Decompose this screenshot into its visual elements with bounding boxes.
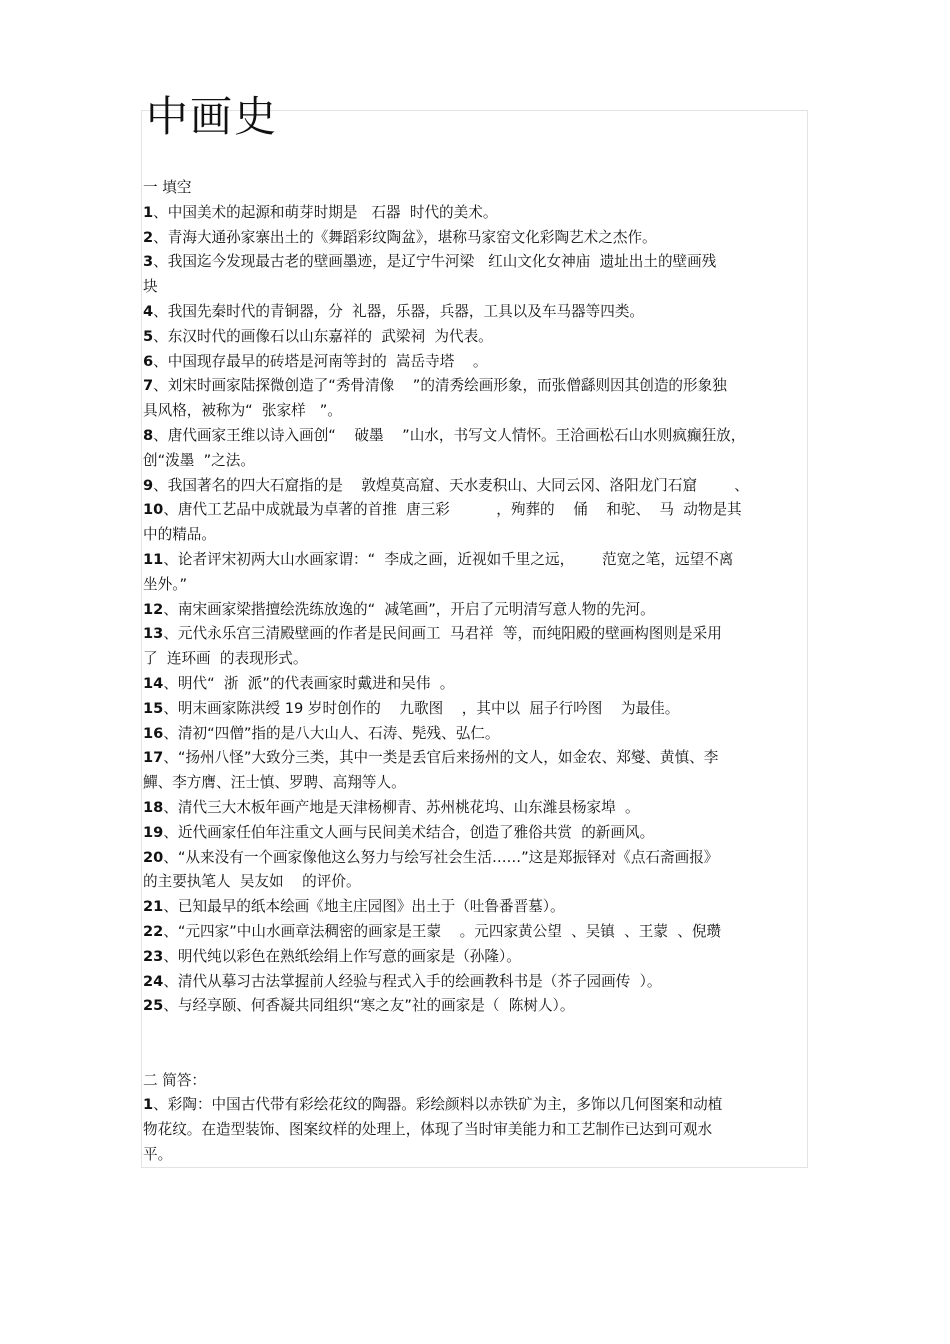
item-number: 8 [143, 426, 154, 444]
item-text: 、我国著名的四大石窟指的是 敦煌莫高窟、天水麦积山、大同云冈、洛阳龙门石窟 、 [153, 476, 749, 494]
item-text: 、我国先秦时代的青铜器，分 礼器，乐器，兵器，工具以及车马器等四类。 [153, 302, 645, 320]
item-number: 17 [143, 749, 164, 767]
fill-in-line [143, 573, 811, 598]
fill-in-line [143, 796, 811, 821]
item-number: 21 [143, 898, 164, 916]
fill-in-line [143, 598, 811, 623]
fill-in-line [143, 994, 811, 1019]
item-number: 3 [143, 253, 154, 271]
item-number: 13 [143, 625, 164, 643]
fill-in-line [143, 548, 811, 573]
fill-in-line [143, 399, 811, 424]
item-text: 、明末画家陈洪绶 19 岁时创作的 九歌图 ，其中以 屈子行吟图 为最佳。 [163, 699, 680, 717]
short-answer-line [143, 1093, 811, 1118]
item-text: 的主要执笔人 吴友如 的评价。 [143, 873, 361, 891]
short-answer-line [143, 1143, 811, 1168]
item-number: 4 [143, 302, 154, 320]
item-number: 24 [143, 972, 164, 990]
item-number: 25 [143, 997, 164, 1015]
fill-in-line [143, 697, 811, 722]
item-text: 、南宋画家梁揩擅绘洗练放逸的“ 减笔画”，开启了元明清写意人物的先河。 [163, 600, 655, 618]
fill-in-line [143, 474, 811, 499]
item-text: 、明代“ 浙 派”的代表画家时戴进和吴伟 。 [163, 674, 455, 692]
fill-in-line [143, 821, 811, 846]
fill-in-line [143, 325, 811, 350]
fill-in-line [143, 374, 811, 399]
item-text: 、唐代画家王维以诗入画创“ 破墨 ”山水，书写文人情怀。王洽画松石山水则疯癫狂放， [153, 426, 746, 444]
spacer [143, 1019, 811, 1044]
item-number: 11 [143, 550, 164, 568]
item-text: 坐外。” [143, 575, 188, 593]
item-text: 具风格，被称为“ 张家样 ”。 [143, 402, 342, 420]
item-text: 、明代纯以彩色在熟纸绘绢上作写意的画家是（孙隆）。 [163, 947, 521, 965]
fill-in-line [143, 945, 811, 970]
item-text: 鱓、李方膺、汪士慎、罗聘、高翔等人。 [143, 774, 406, 792]
item-number: 1 [143, 1096, 154, 1114]
item-number: 14 [143, 674, 164, 692]
item-text: 、清初“四僧”指的是八大山人、石涛、髡残、弘仁。 [163, 724, 500, 742]
section1-heading: 一 填空 [143, 179, 192, 196]
item-text: 、“元四家”中山水画章法稠密的画家是王蒙 。元四家黄公望 、吴镇 、王蒙 、倪瓒 [163, 922, 722, 940]
item-text: 创“泼墨 ”之法。 [143, 451, 255, 469]
item-number: 7 [143, 377, 154, 395]
item-text: 、青海大通孙家寨出土的《舞蹈彩纹陶盆》，堪称马家窑文化彩陶艺术之杰作。 [153, 228, 657, 246]
item-number: 16 [143, 724, 164, 742]
fill-in-line [143, 449, 811, 474]
item-text: 、中国现存最早的砖塔是河南等封的 嵩岳寺塔 。 [153, 352, 488, 370]
fill-in-line [143, 895, 811, 920]
item-text: 、清代三大木板年画产地是天津杨柳青、苏州桃花坞、山东潍县杨家埠 。 [163, 798, 640, 816]
item-number: 2 [143, 228, 154, 246]
item-number: 22 [143, 922, 164, 940]
fill-in-line [143, 275, 811, 300]
fill-in-line [143, 226, 811, 251]
item-number: 20 [143, 848, 164, 866]
item-text: 、刘宋时画家陆探微创造了“秀骨清像 ”的清秀绘画形象，而张僧繇则因其创造的形象独 [153, 377, 727, 395]
document-body [143, 176, 811, 1168]
item-number: 6 [143, 352, 154, 370]
fill-in-line [143, 746, 811, 771]
item-text: 、与经享颐、何香凝共同组织“寒之友”社的画家是（ 陈树人）。 [163, 997, 575, 1015]
item-text: 、我国迄今发现最古老的壁画墨迹，是辽宁牛河梁 红山文化女神庙 遗址出土的壁画残 [153, 253, 717, 271]
item-text: 平。 [143, 1146, 173, 1164]
item-text: 、近代画家任伯年注重文人画与民间美术结合，创造了雅俗共赏 的新画风。 [163, 823, 655, 841]
item-text: 、论者评宋初两大山水画家谓：“ 李成之画，近视如千里之远， 范宽之笔，远望不离 [163, 550, 734, 568]
item-text: 块 [143, 278, 158, 296]
fill-in-line [143, 970, 811, 995]
fill-in-line [143, 201, 811, 226]
item-number: 19 [143, 823, 164, 841]
item-text: 、彩陶：中国古代带有彩绘花纹的陶器。彩绘颜料以赤铁矿为主，多饰以几何图案和动植 [153, 1096, 723, 1114]
short-answer-list [143, 1093, 811, 1167]
fill-in-line [143, 424, 811, 449]
item-text: 、“扬州八怪”大致分三类，其中一类是丢官后来扬州的文人，如金农、郑燮、黄慎、李 [163, 749, 719, 767]
item-text: 、“从来没有一个画家像他这么努力与绘写社会生活……”这是郑振铎对《点石斋画报》 [163, 848, 719, 866]
short-answer-line [143, 1118, 811, 1143]
fill-in-line [143, 647, 811, 672]
item-number: 10 [143, 501, 164, 519]
section2-heading: 二 简答： [143, 1071, 207, 1089]
item-number: 15 [143, 699, 164, 717]
item-number: 5 [143, 327, 154, 345]
item-number: 1 [143, 203, 154, 221]
fill-in-line [143, 250, 811, 275]
item-text: 、已知最早的纸本绘画《地主庄园图》出土于（吐鲁番晋墓）。 [163, 898, 565, 916]
fill-in-line [143, 870, 811, 895]
item-number: 18 [143, 798, 164, 816]
fill-in-line [143, 846, 811, 871]
document-title: 中画史 [146, 92, 279, 141]
item-text: 、元代永乐宫三清殿壁画的作者是民间画工 马君祥 等，而纯阳殿的壁画构图则是采用 [163, 625, 722, 643]
item-number: 23 [143, 947, 164, 965]
fill-in-line [143, 300, 811, 325]
item-text: 、清代从摹习古法掌握前人经验与程式入手的绘画教科书是（芥子园画传 ）。 [163, 972, 662, 990]
item-text: 、唐代工艺品中成就最为卓著的首推 唐三彩 ，殉葬的 俑 和驼、 马 动物是其 [163, 501, 742, 519]
fill-in-line [143, 771, 811, 796]
spacer [143, 1044, 811, 1069]
item-text: 了 连环画 的表现形式。 [143, 650, 308, 668]
fill-in-line [143, 622, 811, 647]
fill-in-line [143, 920, 811, 945]
item-text: 中的精品。 [143, 526, 216, 544]
item-text: 物花纹。在造型装饰、图案纹样的处理上，体现了当时审美能力和工艺制作已达到可观水 [143, 1121, 713, 1139]
fill-in-line [143, 523, 811, 548]
fill-in-line [143, 350, 811, 375]
item-number: 9 [143, 476, 154, 494]
item-number: 12 [143, 600, 164, 618]
fill-in-line [143, 722, 811, 747]
item-text: 、东汉时代的画像石以山东嘉祥的 武梁祠 为代表。 [153, 327, 493, 345]
fill-in-line [143, 672, 811, 697]
item-text: 、中国美术的起源和萌芽时期是 石器 时代的美术。 [153, 203, 498, 221]
fill-in-line [143, 498, 811, 523]
fill-in-list [143, 201, 811, 1019]
